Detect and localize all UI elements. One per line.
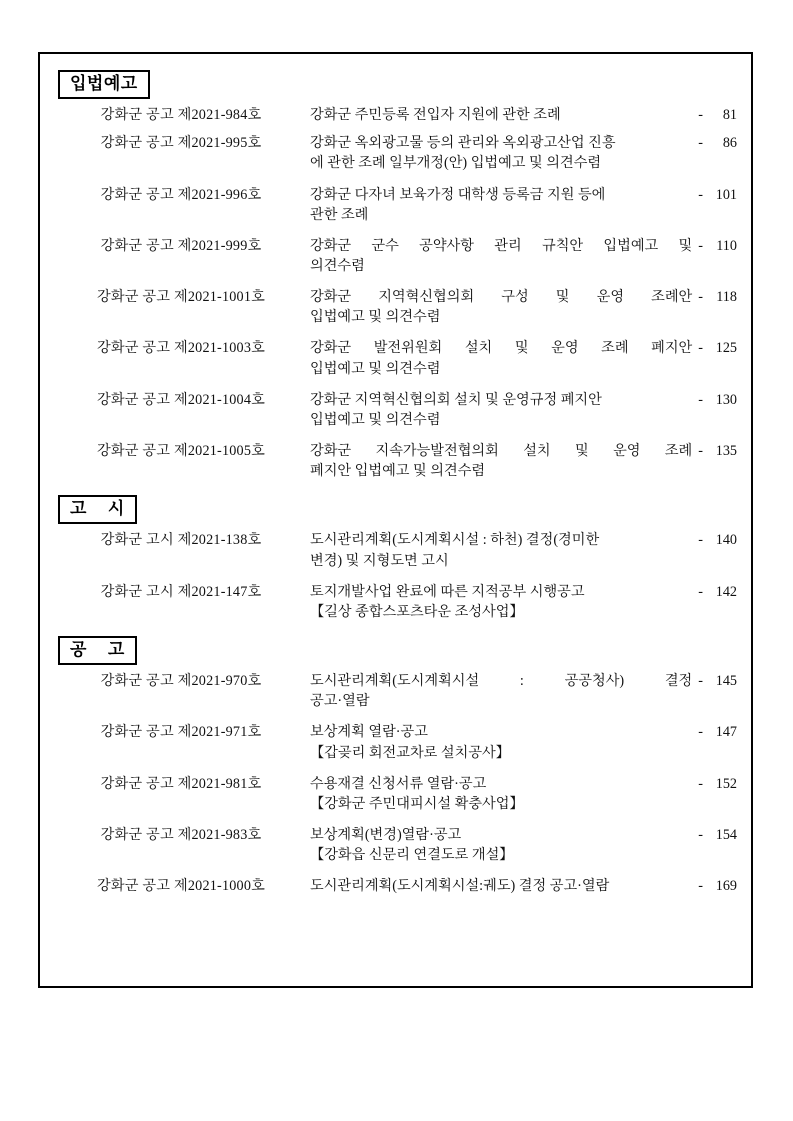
entry-title: 토지개발사업 완료에 따른 지적공부 시행공고 — [310, 583, 585, 600]
document-page-frame — [38, 52, 753, 988]
toc-entry[interactable] — [58, 105, 737, 125]
toc-entry[interactable] — [58, 876, 737, 896]
entry-first-line — [310, 582, 737, 602]
entry-list — [58, 530, 737, 622]
entry-body — [310, 390, 737, 430]
entry-first-line — [310, 671, 737, 691]
entry-reference-number: 강화군 공고 제2021-1005호 — [96, 443, 266, 460]
toc-entry[interactable] — [58, 774, 737, 814]
entry-page-number[interactable]: 152 — [715, 775, 737, 792]
entry-page-number[interactable]: 135 — [715, 443, 737, 460]
entry-page-number[interactable]: 81 — [722, 107, 737, 124]
toc-entry[interactable] — [58, 390, 737, 430]
toc-entry[interactable] — [58, 338, 737, 378]
entry-second-line: 입법예고 및 의견수렴 — [310, 309, 441, 326]
entry-dash-separator: - — [698, 878, 703, 895]
entry-first-line — [310, 825, 737, 845]
entry-page-number[interactable]: 101 — [715, 186, 737, 203]
entry-reference-number: 강화군 공고 제2021-999호 — [100, 237, 262, 254]
entry-body — [310, 338, 737, 378]
entry-dash-separator: - — [698, 186, 703, 203]
entry-second-line: 의견수렴 — [310, 257, 365, 274]
section-legislative-notice — [58, 70, 737, 481]
entry-title: 보상계획 열람·공고 — [310, 724, 428, 741]
entry-reference-number: 강화군 공고 제2021-971호 — [100, 724, 262, 741]
entry-page-number[interactable]: 110 — [716, 237, 737, 254]
entry-first-line — [310, 338, 737, 358]
entry-body — [310, 671, 737, 711]
entry-page-number[interactable]: 118 — [716, 289, 737, 306]
entry-dash-separator: - — [698, 673, 703, 690]
entry-reference-number: 강화군 공고 제2021-1004호 — [96, 391, 266, 408]
entry-title: 도시관리계획(도시계획시설 : 하천) 결정(경미한 — [310, 532, 600, 549]
toc-entry[interactable] — [58, 185, 737, 225]
section-heading-announcement: 공 고 — [58, 636, 137, 665]
entry-dash-separator: - — [698, 135, 703, 152]
toc-entry[interactable] — [58, 287, 737, 327]
entry-page-number[interactable]: 145 — [715, 673, 737, 690]
entry-body — [310, 133, 737, 173]
entry-title: 강화군 지역혁신협의회 설치 및 운영규정 폐지안 — [310, 391, 602, 408]
entry-title: 강화군 지역혁신협의회 구성 및 운영 조례안 — [310, 289, 693, 306]
entry-page-number[interactable]: 86 — [722, 135, 737, 152]
entry-body — [310, 774, 737, 814]
entry-dash-separator: - — [698, 391, 703, 408]
entry-page-number[interactable]: 125 — [715, 340, 737, 357]
entry-second-line: 【강화군 주민대피시설 확충사업】 — [310, 795, 524, 812]
entry-title: 도시관리계획(도시계획시설:궤도) 결정 공고·열람 — [310, 878, 610, 895]
entry-body — [310, 582, 737, 622]
toc-entry[interactable] — [58, 530, 737, 570]
entry-first-line — [310, 133, 737, 153]
entry-title: 강화군 지속가능발전협의회 설치 및 운영 조례 — [310, 443, 693, 460]
section-heading-legislative-notice: 입법예고 — [58, 70, 150, 99]
entry-reference-number: 강화군 공고 제2021-981호 — [100, 775, 262, 792]
entry-reference-number: 강화군 공고 제2021-1003호 — [96, 340, 266, 357]
entry-first-line — [310, 876, 737, 896]
entry-first-line — [310, 185, 737, 205]
entry-title: 강화군 다자녀 보육가정 대학생 등록금 지원 등에 — [310, 186, 606, 203]
entry-body — [310, 441, 737, 481]
entry-dash-separator: - — [698, 340, 703, 357]
entry-page-number[interactable]: 142 — [715, 583, 737, 600]
entry-title: 보상계획(변경)열람·공고 — [310, 827, 462, 844]
entry-body — [310, 722, 737, 762]
entry-body — [310, 876, 737, 896]
entry-second-line: 에 관한 조례 일부개정(안) 입법예고 및 의견수렴 — [310, 155, 602, 172]
entry-reference-number: 강화군 공고 제2021-970호 — [100, 673, 262, 690]
section-announcement — [58, 636, 737, 896]
toc-entry[interactable] — [58, 582, 737, 622]
entry-reference-number: 강화군 공고 제2021-995호 — [100, 135, 262, 152]
toc-entry[interactable] — [58, 441, 737, 481]
entry-first-line — [310, 441, 737, 461]
entry-title: 강화군 옥외광고물 등의 관리와 옥외광고산업 진흥 — [310, 135, 616, 152]
entry-list — [58, 671, 737, 896]
entry-page-number[interactable]: 147 — [715, 724, 737, 741]
entry-reference-number: 강화군 공고 제2021-1000호 — [96, 878, 266, 895]
entry-reference-number: 강화군 공고 제2021-996호 — [100, 186, 262, 203]
entry-second-line: 입법예고 및 의견수렴 — [310, 360, 441, 377]
entry-body — [310, 530, 737, 570]
entry-body — [310, 236, 737, 276]
entry-second-line: 입법예고 및 의견수렴 — [310, 411, 441, 428]
entry-first-line — [310, 722, 737, 742]
entry-dash-separator: - — [698, 107, 703, 124]
toc-entry[interactable] — [58, 722, 737, 762]
entry-page-number[interactable]: 154 — [715, 827, 737, 844]
entry-first-line — [310, 236, 737, 256]
entry-list — [58, 105, 737, 481]
toc-entry[interactable] — [58, 671, 737, 711]
entry-reference-number: 강화군 고시 제2021-147호 — [100, 583, 262, 600]
entry-second-line: 관한 조례 — [310, 206, 369, 223]
entry-first-line — [310, 105, 737, 125]
entry-first-line — [310, 774, 737, 794]
entry-title: 강화군 주민등록 전입자 지원에 관한 조례 — [310, 107, 561, 124]
entry-second-line: 【길상 종합스포츠타운 조성사업】 — [310, 603, 524, 620]
entry-second-line: 변경) 및 지형도면 고시 — [310, 552, 449, 569]
entry-page-number[interactable]: 169 — [715, 878, 737, 895]
entry-dash-separator: - — [698, 443, 703, 460]
table-of-contents — [40, 54, 751, 986]
entry-first-line — [310, 390, 737, 410]
entry-dash-separator: - — [698, 775, 703, 792]
entry-reference-number: 강화군 고시 제2021-138호 — [100, 532, 262, 549]
entry-title: 수용재결 신청서류 열람·공고 — [310, 775, 487, 792]
entry-dash-separator: - — [698, 289, 703, 306]
section-public-notice — [58, 495, 737, 622]
entry-dash-separator: - — [698, 237, 703, 254]
toc-entry[interactable] — [58, 133, 737, 173]
entry-first-line — [310, 287, 737, 307]
toc-entry[interactable] — [58, 236, 737, 276]
section-heading-public-notice: 고 시 — [58, 495, 137, 524]
entry-dash-separator: - — [698, 827, 703, 844]
entry-reference-number: 강화군 공고 제2021-984호 — [100, 107, 262, 124]
entry-page-number[interactable]: 140 — [715, 532, 737, 549]
entry-dash-separator: - — [698, 532, 703, 549]
entry-title: 도시관리계획(도시계획시설 : 공공청사) 결정 — [310, 673, 693, 690]
entry-second-line: 공고·열람 — [310, 693, 370, 710]
entry-body — [310, 105, 737, 125]
entry-reference-number: 강화군 공고 제2021-1001호 — [96, 289, 266, 306]
entry-dash-separator: - — [698, 583, 703, 600]
entry-second-line: 【강화읍 신문리 연결도로 개설】 — [310, 847, 514, 864]
entry-second-line: 폐지안 입법예고 및 의견수렴 — [310, 463, 486, 480]
entry-title: 강화군 군수 공약사항 관리 규칙안 입법예고 및 — [310, 237, 693, 254]
toc-entry[interactable] — [58, 825, 737, 865]
entry-second-line: 【갑곶리 회전교차로 설치공사】 — [310, 744, 510, 761]
entry-dash-separator: - — [698, 724, 703, 741]
entry-body — [310, 825, 737, 865]
entry-reference-number: 강화군 공고 제2021-983호 — [100, 827, 262, 844]
entry-body — [310, 185, 737, 225]
entry-first-line — [310, 530, 737, 550]
entry-title: 강화군 발전위원회 설치 및 운영 조례 폐지안 — [310, 340, 693, 357]
entry-body — [310, 287, 737, 327]
entry-page-number[interactable]: 130 — [715, 391, 737, 408]
